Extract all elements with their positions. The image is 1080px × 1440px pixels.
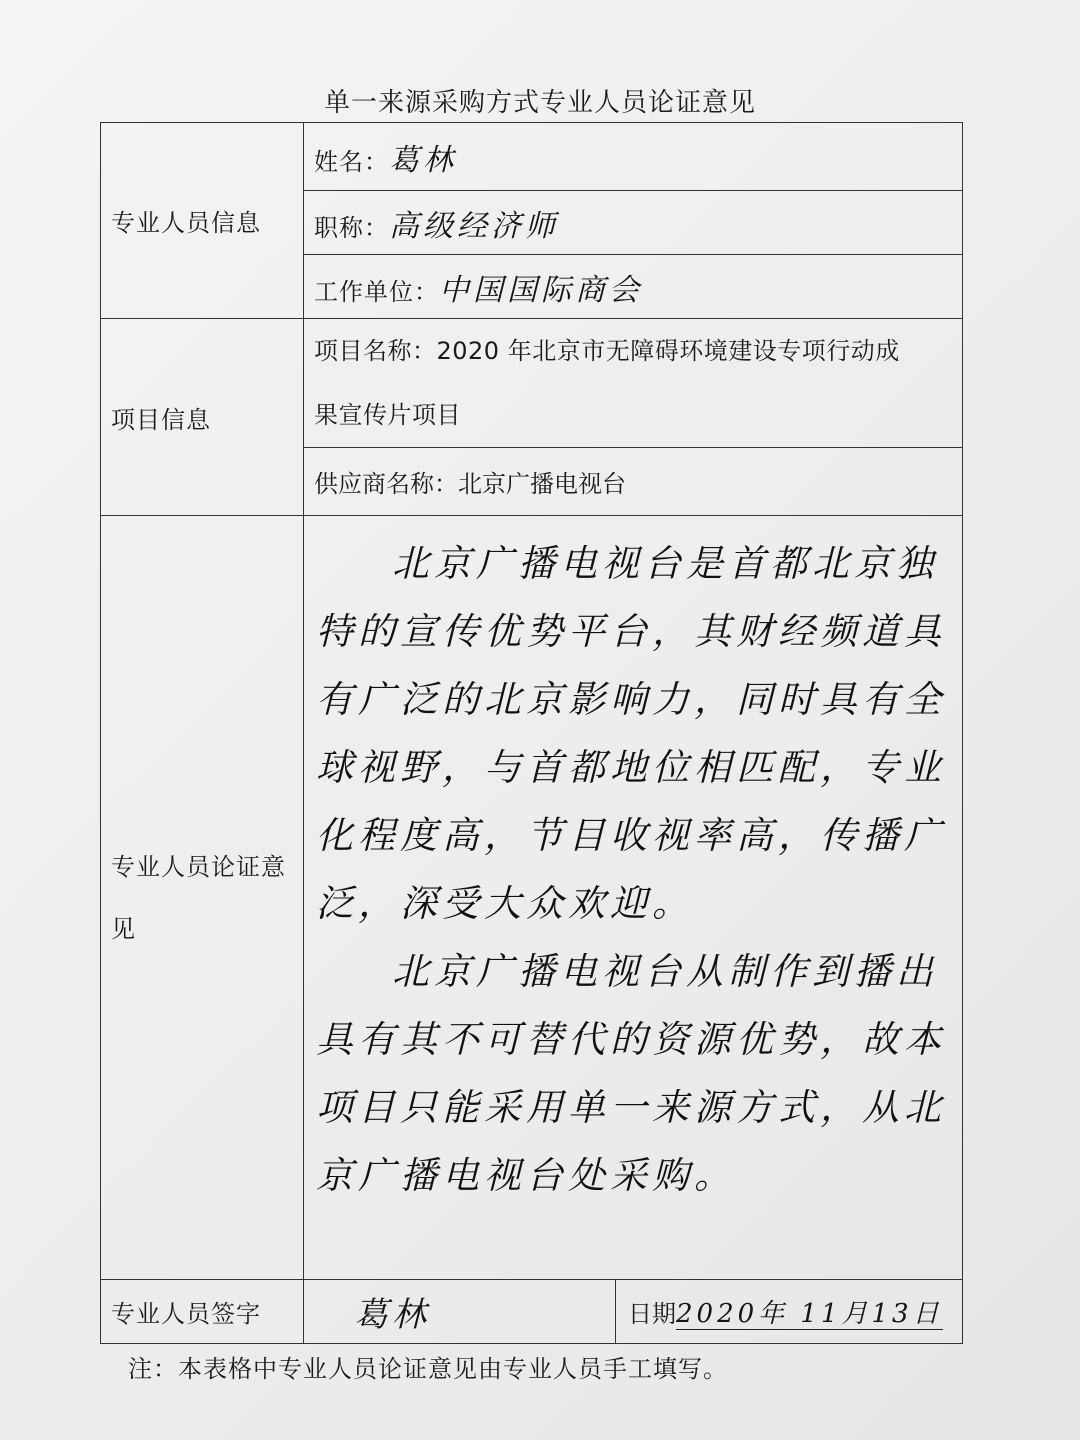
handwritten-signature: 葛林 — [354, 1295, 430, 1335]
opinion-form-table — [100, 122, 963, 1344]
name-field — [304, 123, 963, 191]
document-title: 单一来源采购方式专业人员论证意见 — [323, 88, 756, 118]
handwritten-date: 2020年 11月13日 — [676, 1299, 943, 1329]
title-label: 职称： — [314, 213, 389, 242]
supplier-field: 供应商名称：北京广播电视台 — [304, 448, 963, 516]
name-label: 姓名： — [314, 147, 389, 176]
personnel-info-label: 专业人员信息 — [101, 123, 304, 319]
project-info-label: 项目信息 — [101, 319, 304, 516]
title-field — [304, 191, 963, 255]
signature-label: 专业人员签字 — [101, 1280, 304, 1344]
signature-field — [304, 1280, 616, 1344]
org-field — [304, 255, 963, 319]
date-label: 日期 — [628, 1300, 676, 1328]
footer-note: 注：本表格中专业人员论证意见由专业人员手工填写。 — [128, 1355, 728, 1383]
project-name-field — [304, 319, 963, 448]
date-field — [616, 1280, 963, 1344]
handwritten-name: 葛林 — [389, 142, 457, 178]
opinion-label-cell — [101, 516, 304, 1280]
opinion-paragraph-2: 北京广播电视台从制作到播出具有其不可替代的资源优势，故本项目只能采用单一来源方式，从北京广播电视台处采购。 — [316, 950, 946, 1197]
handwritten-title: 高级经济师 — [389, 208, 559, 244]
opinion-paragraph-1: 北京广播电视台是首都北京独特的宣传优势平台，其财经频道具有广泛的北京影响力，同时具有全球视野，与首都地位相匹配，专业化程度高，节目收视率高，传播广泛，深受大众欢迎。 — [316, 542, 946, 925]
project-name-line1: 项目名称：2020 年北京市无障碍环境建设专项行动成 — [314, 337, 900, 365]
opinion-label: 专业人员论证意见 — [111, 852, 286, 943]
opinion-field — [304, 516, 963, 1280]
handwritten-org: 中国国际商会 — [439, 272, 643, 308]
project-name-line2: 果宣传片项目 — [314, 401, 461, 429]
org-label: 工作单位： — [314, 277, 439, 306]
